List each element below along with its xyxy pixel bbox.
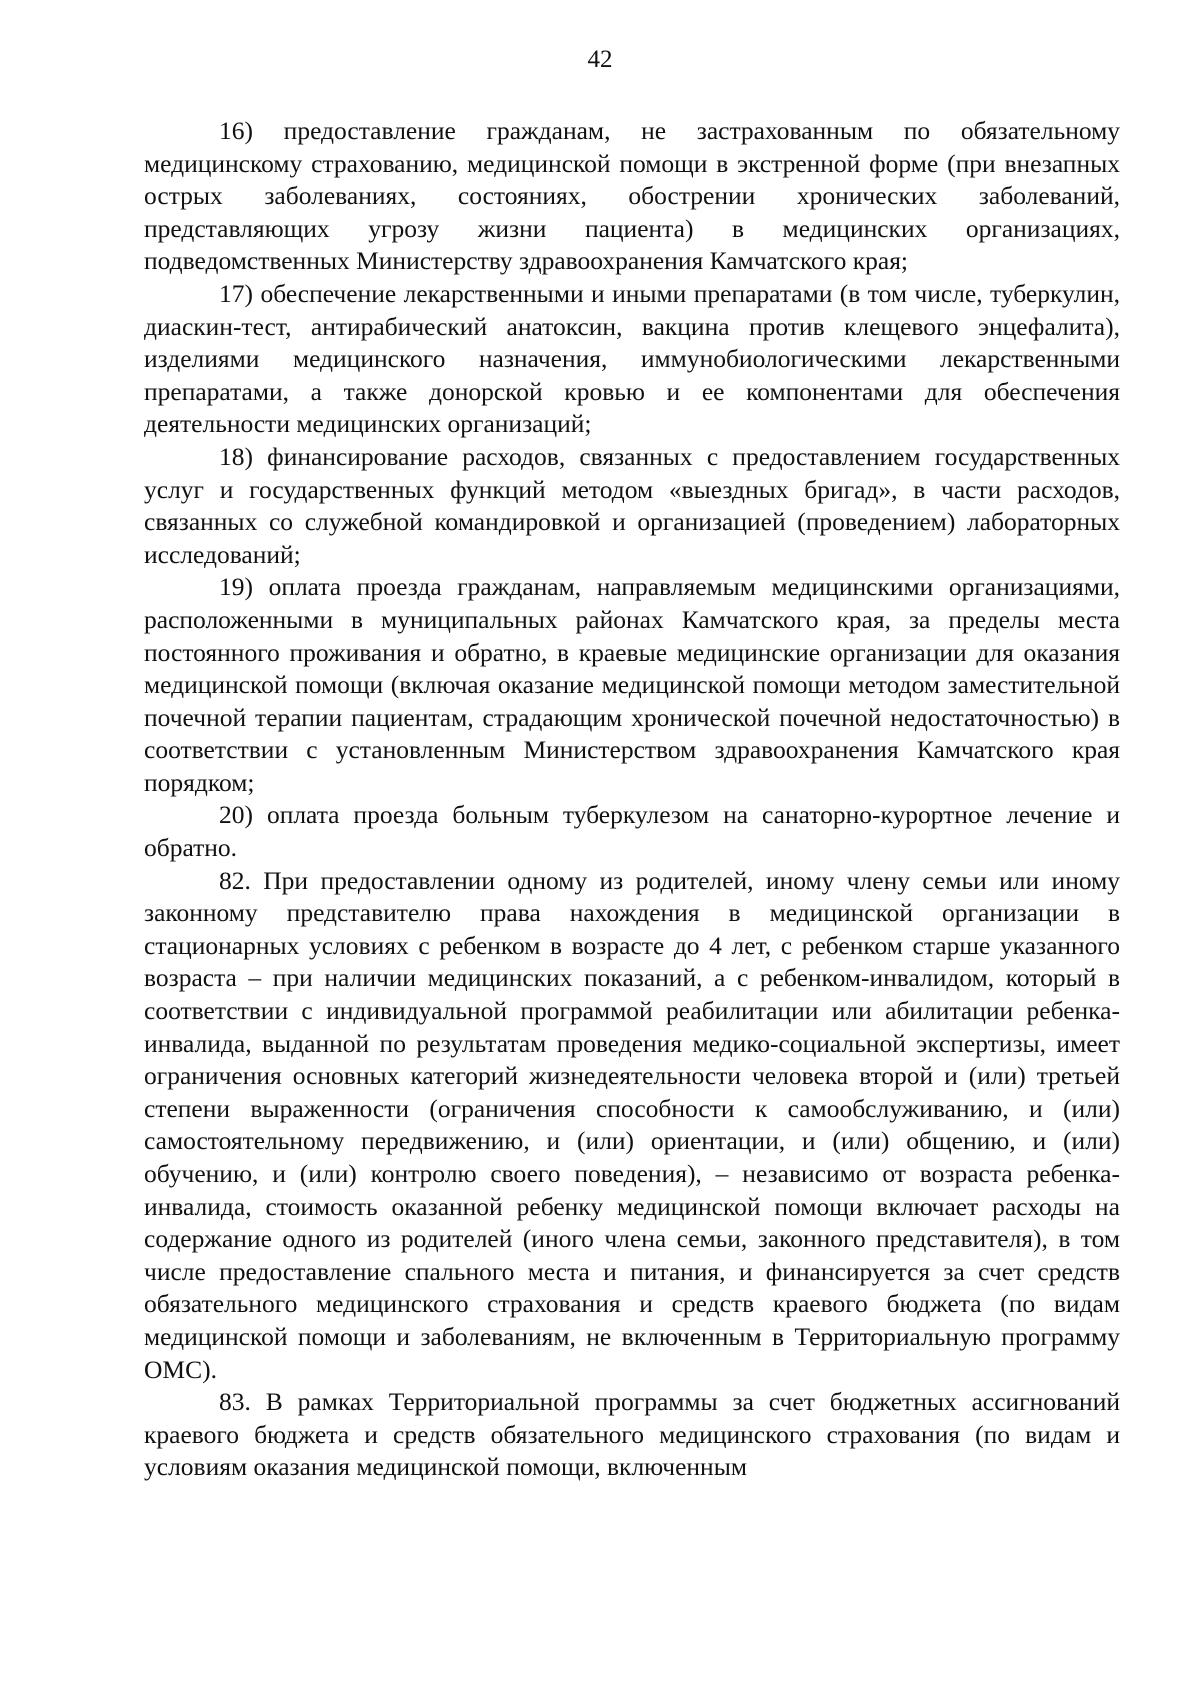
item-number: 20) — [219, 800, 253, 830]
paragraph-item-16 — [144, 115, 1120, 278]
section-text: В рамках Территориальной программы за счет бюджетных ассигнований краевого бюджета и средств обязательного медицинского страхования (по видам и условиям оказания медицинской помощи, включенным — [144, 1387, 1121, 1482]
page-number: 42 — [587, 46, 613, 73]
section-number: 83. — [219, 1387, 251, 1417]
item-number: 18) — [219, 441, 253, 471]
document-body — [144, 115, 1120, 1484]
paragraph-item-18 — [144, 441, 1120, 571]
item-text: предоставление гражданам, не застрахованным по обязательному медицинскому страхованию, медицинской помощи в экстренной форме (при внезапных острых заболеваниях, состояниях, обострении хронических заболеваний, представляющих угрозу жизни пациента) в медицинских организациях, подведомственных Министерству здравоохранения Камчатского края; — [144, 116, 1120, 276]
paragraph-section-82 — [144, 865, 1120, 1387]
section-text: При предоставлении одному из родителей, иному члену семьи или иному законному представителю права нахождения в медицинской организации в стационарных условиях с ребенком в возрасте до 4 лет, с ребенком старше указанного возраста – при наличии медицинских показаний, а с ребенком-инвалидом, который в соответствии с индивидуальной программой реабилитации или абилитации ребенка-инвалида, выданной по результатам проведения медико-социальной экспертизы, имеет ограничения основных категорий жизнедеятельности человека второй и (или) третьей степени выраженности (ограничения способности к самообслуживанию, и (или) самостоятельному передвижению, и (или) ориентации, и (или) общению, и (или) обучению, и (или) контролю своего поведения), – независимо от возраста ребенка-инвалида, стоимость оказанной ребенку медицинской помощи включает расходы на содержание одного из родителей (иного члена семьи, законного представителя), в том числе предоставление спального места и питания, и финансируется за счет средств обязательного медицинского страхования и средств краевого бюджета (по видам медицинской помощи и заболеваниям, не включенным в Территориальную программу ОМС). — [144, 865, 1121, 1384]
item-number: 16) — [219, 116, 253, 145]
section-number: 82. — [219, 865, 251, 895]
item-text: оплата проезда гражданам, направляемым медицинскими организациями, расположенными в муниципальных районах Камчатского края, за пределы места постоянного проживания и обратно, в краевые медицинские организации для оказания медицинской помощи (включая оказание медицинской помощи методом заместительной почечной терапии пациентам, страдающим хронической почечной недостаточностью) в соответствии с установленным Министерством здравоохранения Камчатского края порядком; — [144, 572, 1120, 797]
item-number: 19) — [219, 572, 253, 602]
paragraph-section-83 — [144, 1386, 1120, 1484]
paragraph-item-17 — [144, 278, 1120, 441]
paragraph-item-20 — [144, 799, 1120, 864]
paragraph-item-19 — [144, 571, 1120, 799]
item-number: 17) — [219, 278, 253, 308]
item-text: финансирование расходов, связанных с предоставлением государственных услуг и государственных функций методом «выездных бригад», в части расходов, связанных со служебной командировкой и организацией (проведением) лабораторных исследований; — [144, 441, 1121, 569]
item-text: оплата проезда больным туберкулезом на санаторно-курортное лечение и обратно. — [144, 800, 1120, 863]
item-text: обеспечение лекарственными и иными препаратами (в том числе, туберкулин, диаскин-тест, антирабический анатоксин, вакцина против клещевого энцефалита), изделиями медицинского назначения, иммунобиологическими лекарственными препаратами, а также донорской кровью и ее компонентами для обеспечения деятельности медицинских организаций; — [144, 278, 1121, 439]
